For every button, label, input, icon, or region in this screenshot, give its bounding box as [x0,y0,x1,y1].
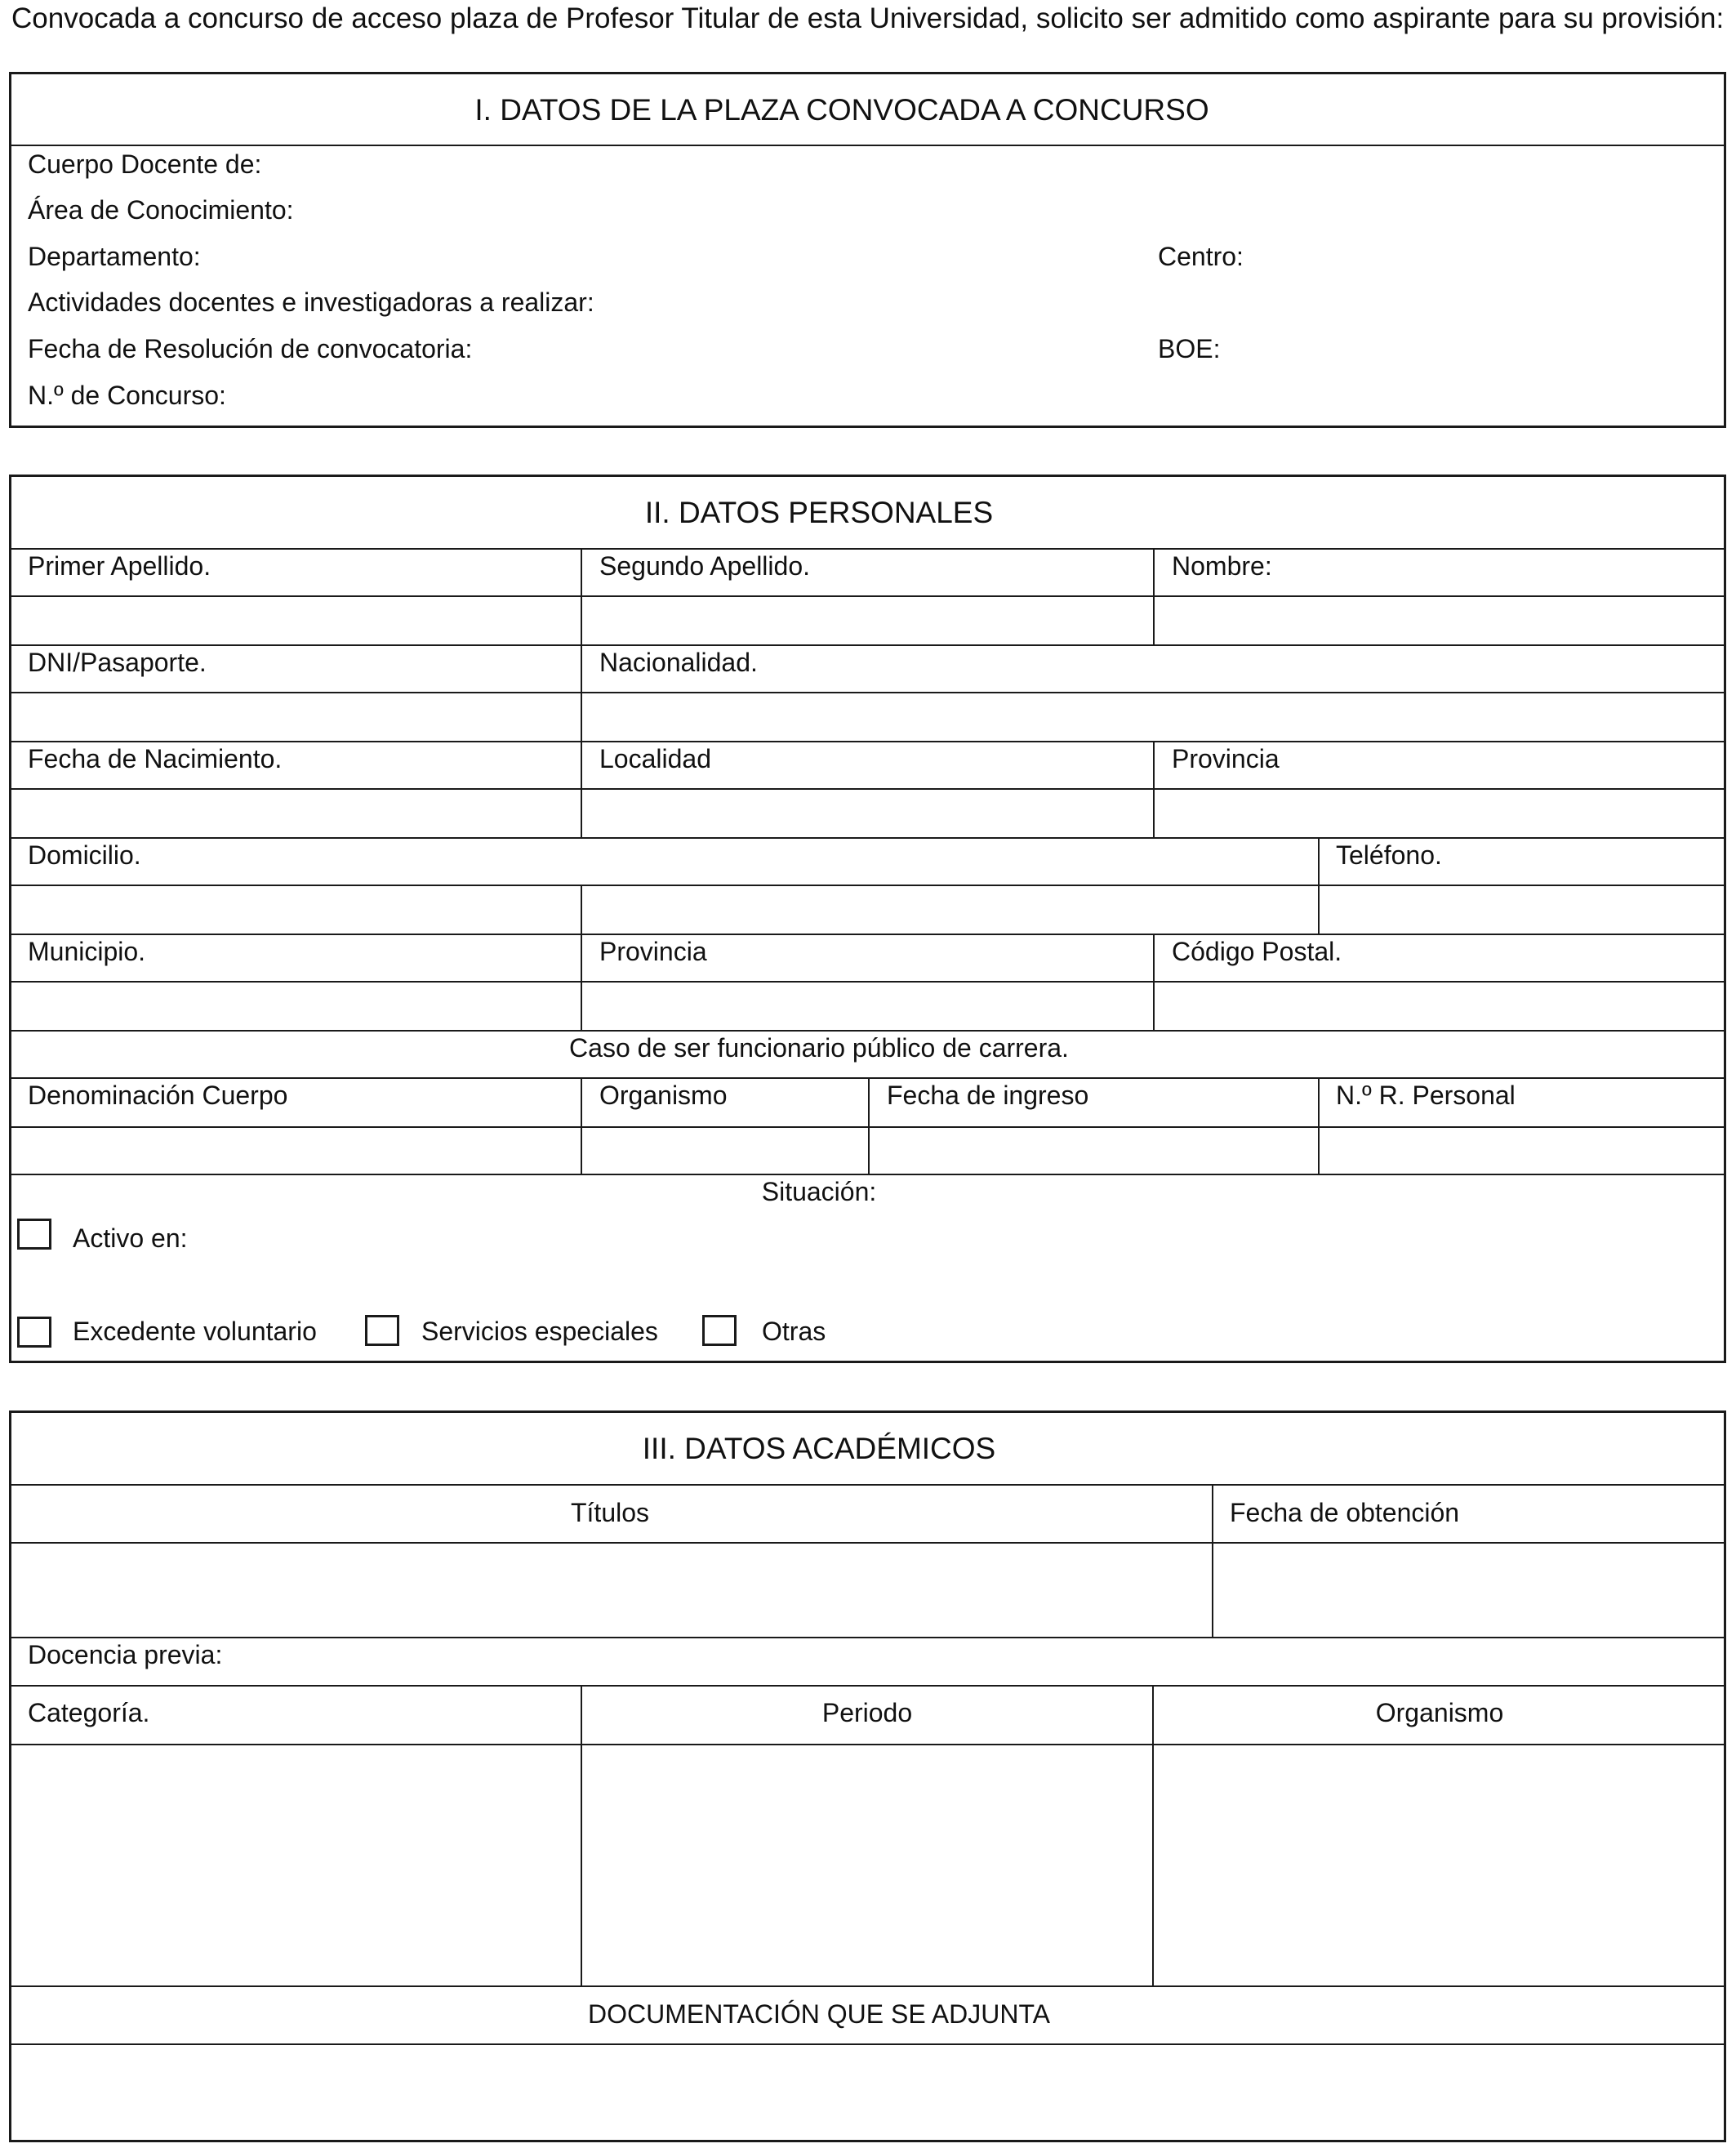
header-categoria: Categoría. [28,1698,150,1727]
divider [9,837,1726,839]
header-periodo: Periodo [821,1698,913,1727]
divider [9,1744,1726,1745]
label-situacion: Situación: [761,1177,877,1206]
label-num-concurso: N.º de Concurso: [28,381,226,410]
label-departamento: Departamento: [28,242,201,271]
label-dni: DNI/Pasaporte. [28,648,207,677]
divider [9,548,1726,550]
divider [9,1637,1726,1638]
label-centro: Centro: [1158,242,1244,271]
label-activo: Activo en: [73,1223,188,1253]
divider [9,934,1726,935]
divider [581,885,582,934]
label-codigo-postal: Código Postal. [1172,937,1342,966]
section-title-academicos: III. DATOS ACADÉMICOS [642,1432,996,1465]
checkbox-servicios-especiales[interactable] [365,1315,399,1346]
divider [9,1484,1726,1486]
intro-text: Convocada a concurso de acceso plaza de Profesor Titular de esta Universidad, solicito ser admitido como aspirante para su provisión: [11,2,1725,34]
divider [9,1685,1726,1687]
divider [1153,548,1155,644]
divider [9,145,1726,146]
divider [9,788,1726,790]
divider [581,741,582,837]
divider [1318,1077,1320,1174]
label-boe: BOE: [1158,334,1221,363]
section-datos-personales [9,475,1726,1363]
label-cuerpo-docente: Cuerpo Docente de: [28,149,262,179]
label-nrp: N.º R. Personal [1336,1081,1516,1110]
divider [1153,741,1155,837]
section-datos-academicos [9,1410,1726,2142]
label-telefono: Teléfono. [1336,840,1442,870]
label-provincia-domicilio: Provincia [599,937,707,966]
label-localidad: Localidad [599,744,711,773]
divider [581,934,582,1030]
checkbox-activo[interactable] [17,1219,51,1250]
divider [9,885,1726,886]
divider [9,2043,1726,2045]
divider [9,595,1726,597]
label-nombre: Nombre: [1172,551,1272,581]
section-title-plaza: I. DATOS DE LA PLAZA CONVOCADA A CONCURSO [474,93,1209,127]
divider [9,692,1726,693]
checkbox-otras[interactable] [702,1315,737,1346]
checkbox-excedente[interactable] [17,1317,51,1348]
divider [1153,934,1155,1030]
label-segundo-apellido: Segundo Apellido. [599,551,810,581]
header-titulos: Títulos [570,1498,650,1527]
divider [9,644,1726,646]
label-municipio: Municipio. [28,937,146,966]
divider [581,1077,582,1174]
label-fecha-nacimiento: Fecha de Nacimiento. [28,744,283,773]
header-organismo: Organismo [1375,1698,1504,1727]
label-domicilio: Domicilio. [28,840,141,870]
divider [1318,837,1320,934]
divider [581,1685,582,1985]
label-servicios-especiales: Servicios especiales [421,1317,658,1346]
divider [9,1542,1726,1544]
section-title-personales: II. DATOS PERSONALES [644,496,994,529]
divider [1152,1685,1154,1985]
label-otras: Otras [762,1317,826,1346]
label-provincia-nacimiento: Provincia [1172,744,1280,773]
label-area: Área de Conocimiento: [28,195,294,225]
divider [868,1077,870,1174]
divider [9,1985,1726,1987]
divider [9,981,1726,983]
header-documentacion: DOCUMENTACIÓN QUE SE ADJUNTA [588,1999,1050,2029]
divider [581,548,582,644]
label-nacionalidad: Nacionalidad. [599,648,758,677]
divider [581,644,582,741]
label-actividades: Actividades docentes e investigadoras a realizar: [28,287,594,317]
label-fecha-resolucion: Fecha de Resolución de convocatoria: [28,334,473,363]
label-denominacion-cuerpo: Denominación Cuerpo [28,1081,288,1110]
label-organismo: Organismo [599,1081,728,1110]
label-primer-apellido: Primer Apellido. [28,551,211,581]
header-fecha-obtencion: Fecha de obtención [1230,1498,1460,1527]
label-fecha-ingreso: Fecha de ingreso [887,1081,1089,1110]
label-docencia-previa: Docencia previa: [28,1640,223,1669]
label-funcionario: Caso de ser funcionario público de carrera. [569,1033,1069,1063]
label-excedente: Excedente voluntario [73,1317,317,1346]
divider [1212,1484,1213,1637]
